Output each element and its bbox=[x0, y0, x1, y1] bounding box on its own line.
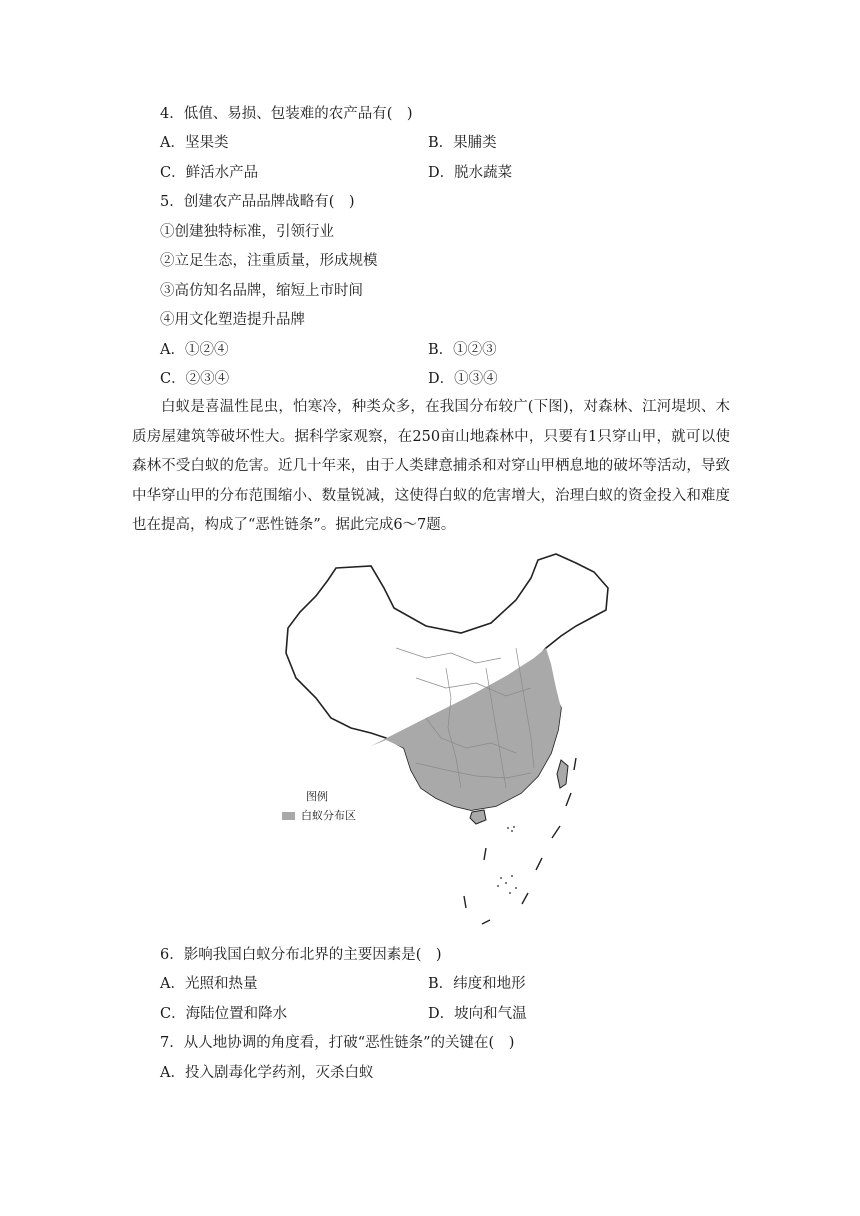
taiwan-island bbox=[557, 760, 568, 788]
termite-distribution-map bbox=[276, 548, 616, 930]
q5-item-2: ②立足生态，注重质量，形成规模 bbox=[160, 253, 378, 269]
q7-stem: 7．从人地协调的角度看，打破“恶性链条”的关键在( ) bbox=[160, 1035, 515, 1051]
q5-option-d: D．①③④ bbox=[428, 371, 498, 387]
q5-option-a: A．①②④ bbox=[160, 342, 229, 358]
q5-stem: 5．创建农产品品牌战略有( ) bbox=[160, 194, 355, 210]
q6-option-d: D．坡向和气温 bbox=[428, 1006, 527, 1022]
q6-stem: 6．影响我国白蚁分布北界的主要因素是( ) bbox=[160, 947, 442, 963]
q4-option-a: A．坚果类 bbox=[160, 135, 229, 151]
q5-item-3: ③高仿知名品牌，缩短上市时间 bbox=[160, 283, 363, 299]
q6-option-b: B．纬度和地形 bbox=[428, 976, 526, 992]
passage-text: 白蚁是喜温性昆虫，怕寒冷，种类众多，在我国分布较广(下图)，对森林、江河堤坝、木质房屋建筑等破坏性大。据科学家观察，在250亩山地森林中，只要有1只穿山甲，就可以使森林不受白蚁的危害。近几十年来，由于人类肆意捕杀和对穿山甲栖息地的破坏等活动，导致中华穿山甲的分布范围缩小、数量锐减，这使得白蚁的危害增大，治理白蚁的资金投入和难度也在提高，构成了“恶性链条”。据此完成6～7题。 bbox=[132, 399, 730, 533]
q5-option-c: C．②③④ bbox=[160, 371, 230, 387]
legend-title: 图例 bbox=[306, 790, 328, 803]
q6-option-c: C．海陆位置和降水 bbox=[160, 1006, 288, 1022]
q5-item-4: ④用文化塑造提升品牌 bbox=[160, 312, 305, 328]
q4-stem: 4．低值、易损、包装难的农产品有( ) bbox=[160, 106, 413, 122]
q4-option-c: C．鲜活水产品 bbox=[160, 165, 259, 181]
q6-option-a: A．光照和热量 bbox=[160, 976, 258, 992]
q4-option-b: B．果脯类 bbox=[428, 135, 497, 151]
hainan-island bbox=[470, 810, 486, 824]
south-sea-islands bbox=[497, 826, 517, 894]
q5-option-b: B．①②③ bbox=[428, 342, 497, 358]
legend-swatch bbox=[282, 812, 295, 820]
q7-option-a: A．投入剧毒化学药剂，灭杀白蚁 bbox=[160, 1065, 374, 1081]
q4-option-d: D．脱水蔬菜 bbox=[428, 165, 513, 181]
legend-label: 白蚁分布区 bbox=[301, 809, 356, 822]
q5-item-1: ①创建独特标准，引领行业 bbox=[160, 224, 334, 240]
